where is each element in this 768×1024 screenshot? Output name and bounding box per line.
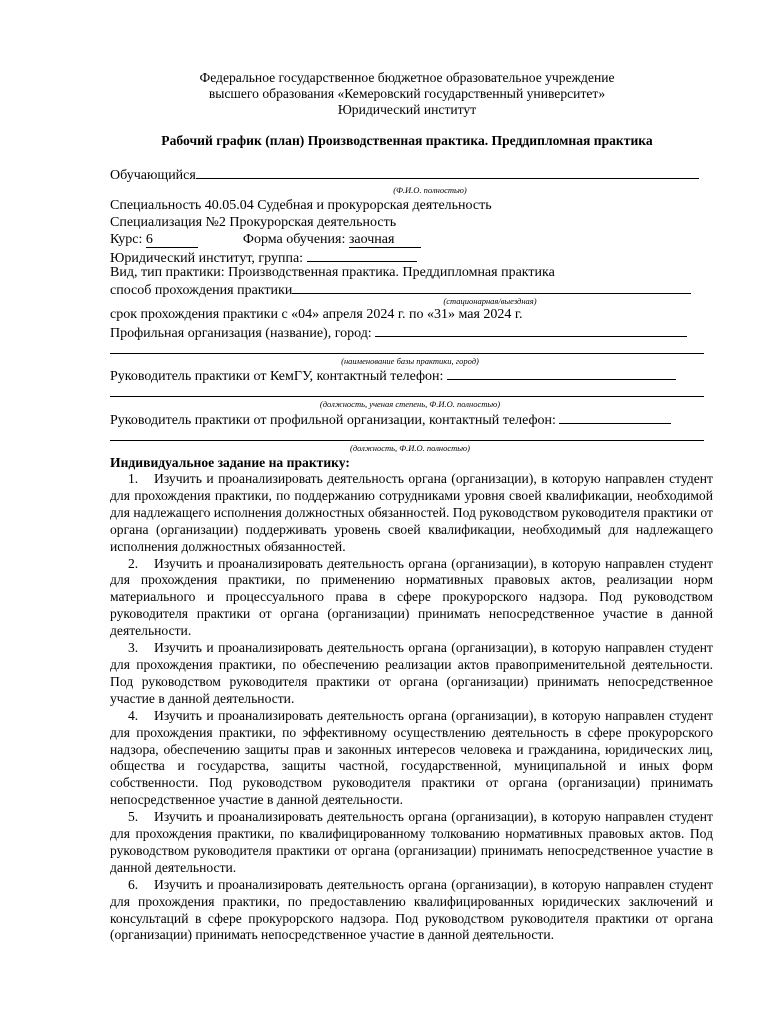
task-text: Изучить и проанализировать деятельность органа (организации), в которую направлен студент для прохождения практики, по предоставлению квалифицированных юридических заключений и консультаций в сфере прокурорского надзора. Под руководством руководителя практики от органа (организации) принимать непосредственное участие в данной деятельности. bbox=[110, 876, 713, 943]
document-title: Рабочий график (план) Производственная практика. Преддипломная практика bbox=[161, 133, 653, 148]
org-supervisor-blank-line-2 bbox=[110, 440, 704, 441]
group-blank bbox=[307, 249, 417, 262]
specialization: Специализация №2 Прокурорская деятельность bbox=[110, 215, 397, 230]
list-item bbox=[110, 809, 713, 877]
course-label: Курс: bbox=[110, 232, 146, 247]
header-line-3: Юридический институт bbox=[337, 102, 477, 117]
task-list bbox=[110, 471, 713, 944]
org-row bbox=[110, 324, 704, 343]
institution-header bbox=[110, 70, 704, 118]
header-line-2: высшего образования «Кемеровский государственный университет» bbox=[208, 86, 606, 101]
task-number: 3. bbox=[128, 640, 139, 656]
univ-supervisor-blank-line-2 bbox=[110, 396, 704, 397]
org-label: Профильная организация (название), город: bbox=[110, 326, 376, 341]
org-supervisor-hint: (должность, Ф.И.О. полностью) bbox=[350, 443, 470, 453]
task-text: Изучить и проанализировать деятельность органа (организации), в которую направлен студент для прохождения практики, по квалифицированному толкованию нормативных правовых актов. Под руководством руководителя практики от органа (организации) принимать непосредственное участие в данной деятельности. bbox=[110, 809, 713, 875]
task-number: 1. bbox=[128, 471, 139, 486]
list-item bbox=[110, 877, 713, 945]
univ-supervisor-hint: (должность, ученая степень, Ф.И.О. полностью) bbox=[319, 399, 501, 409]
course-form-row bbox=[110, 232, 704, 249]
form-value: заочная bbox=[349, 233, 421, 248]
org-supervisor-label: Руководитель практики от профильной организации, контактный телефон: bbox=[110, 413, 560, 428]
practice-dates: срок прохождения практики с «04» апреля 2024 г. по «31» мая 2024 г. bbox=[110, 307, 523, 322]
practice-type: Вид, тип практики: Производственная практика. Преддипломная практика bbox=[110, 265, 555, 280]
method-hint: (стационарная/выездная) bbox=[443, 296, 537, 306]
task-text: Изучить и проанализировать деятельность органа (организации), в которую направлен студент для прохождения практики, по обеспечению реализации актов правоприменительной деятельности. Под руководством руководителя практики от органа (организации) принимать непосредственное участие в данной деятельности. bbox=[110, 640, 713, 706]
task-number: 2. bbox=[128, 555, 139, 571]
task-number: 4. bbox=[128, 707, 139, 723]
org-blank bbox=[375, 324, 687, 337]
task-heading: Индивидуальное задание на практику: bbox=[110, 455, 350, 470]
student-row bbox=[110, 166, 704, 185]
univ-supervisor-label: Руководитель практики от КемГУ, контактный телефон: bbox=[110, 369, 447, 384]
univ-supervisor-row bbox=[110, 367, 704, 386]
header-line-1: Федеральное государственное бюджетное образовательное учреждение bbox=[199, 70, 615, 85]
course-value: 6 bbox=[146, 233, 198, 248]
list-item bbox=[110, 640, 713, 708]
list-item bbox=[110, 471, 713, 556]
org-supervisor-row bbox=[110, 411, 704, 430]
task-number: 6. bbox=[128, 876, 139, 892]
student-hint: (Ф.И.О. полностью) bbox=[393, 185, 467, 195]
org-supervisor-blank bbox=[559, 411, 671, 424]
list-item bbox=[110, 708, 713, 809]
task-text: Изучить и проанализировать деятельность органа (организации), в которую направлен студент для прохождения практики, по применению нормативных правовых актов, реализации норм материального и процессуального права в сфере прокурорского надзора. Под руководством руководителя практики от органа (организации) принимать непосредственное участие в данной деятельности. bbox=[110, 555, 713, 639]
method-blank bbox=[292, 281, 691, 294]
list-item bbox=[110, 556, 713, 641]
form-label: Форма обучения: bbox=[242, 232, 349, 247]
task-number: 5. bbox=[128, 809, 139, 825]
student-blank bbox=[196, 166, 699, 179]
org-hint: (наименование базы практики, город) bbox=[341, 356, 479, 366]
group-label: Юридический институт, группа: bbox=[110, 251, 307, 266]
univ-supervisor-blank bbox=[447, 367, 676, 380]
org-blank-line-2 bbox=[110, 353, 704, 354]
task-text: Изучить и проанализировать деятельность органа (организации), в которую направлен студент для прохождения практики, по поддержанию сотрудниками уровня своей квалификации, необходимой для надлежащего исполнения должностных обязанностей. Под руководством руководителя практики от органа (организации) поддерживать уровень своей квалификации, необходимый для надлежащего исполнения должностных обязанностей. bbox=[110, 471, 713, 554]
specialty: Специальность 40.05.04 Судебная и прокурорская деятельность bbox=[110, 198, 492, 213]
task-text: Изучить и проанализировать деятельность органа (организации), в которую направлен студент для прохождения практики, по эффективному осуществлению деятельность в сфере прокурорского надзора, обеспечению защиты прав и законных интересов человека и гражданина, юридических лиц, общества и государства, защиты частной, государственной, муниципальной и иных форм собственности. Под руководством руководителя практики от органа (организации) принимать непосредственное участие в данной деятельности. bbox=[110, 707, 713, 808]
student-label: Обучающийся bbox=[110, 168, 196, 183]
method-label: способ прохождения практики bbox=[110, 283, 293, 298]
